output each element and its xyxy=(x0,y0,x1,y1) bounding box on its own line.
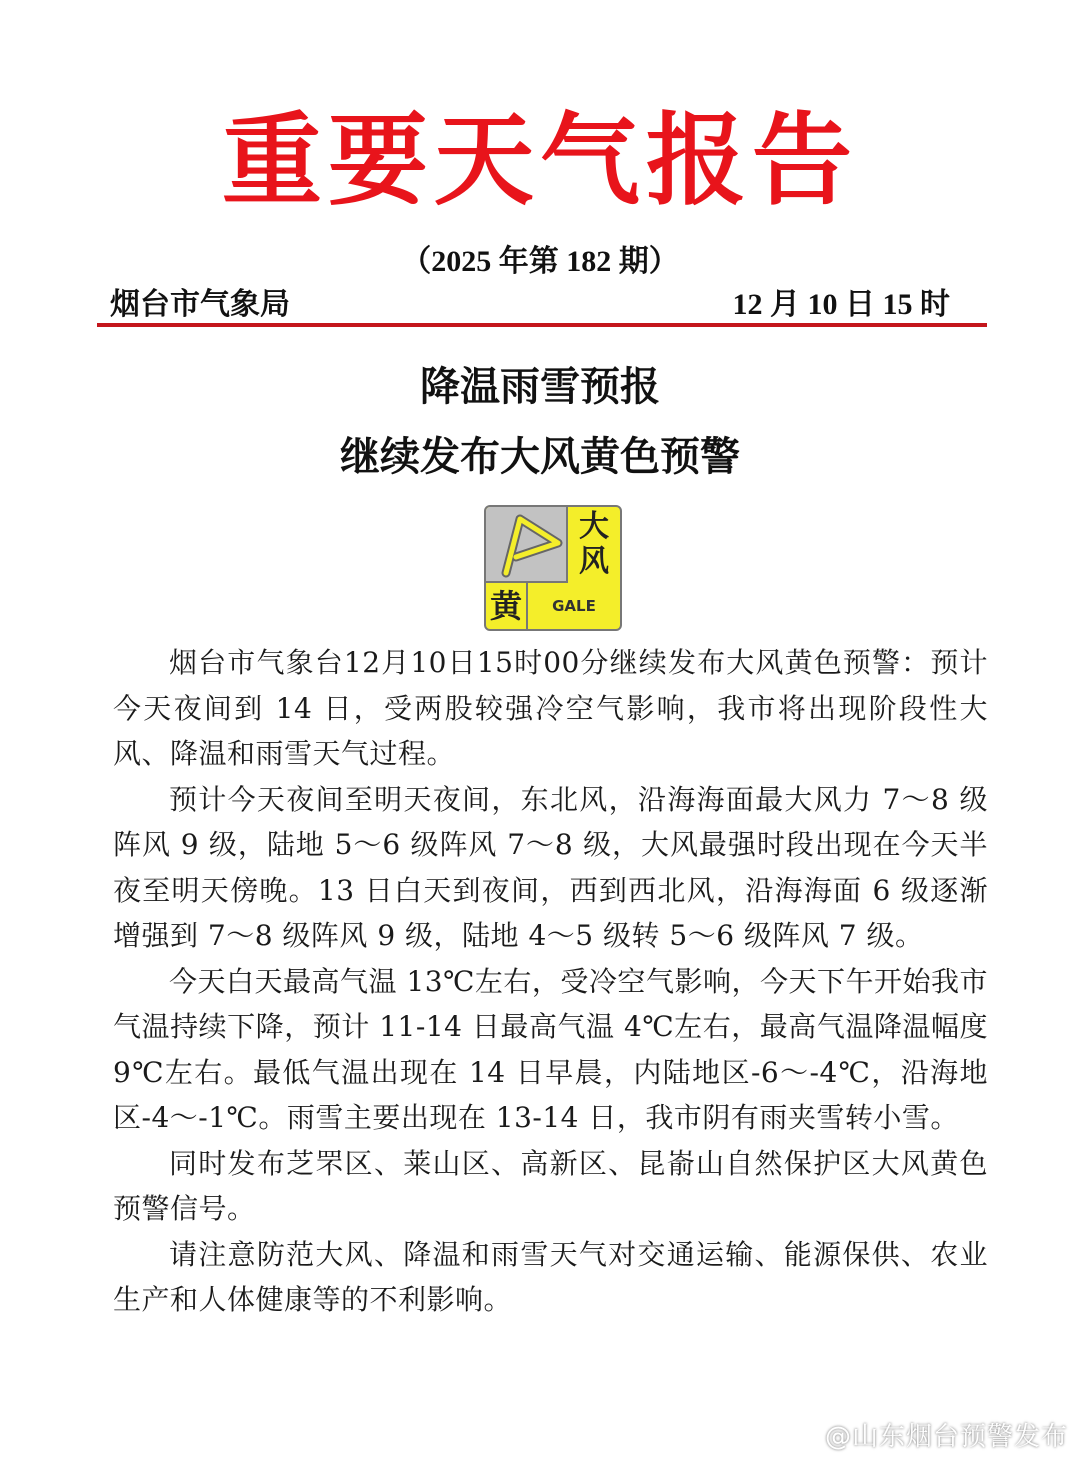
paragraph: 同时发布芝罘区、莱山区、高新区、昆嵛山自然保护区大风黄色预警信号。 xyxy=(113,1146,988,1225)
paragraph: 预计今天夜间至明天夜间，东北风，沿海海面最大风力 7～8 级阵风 9 级，陆地 5～6 级阵风 7～8 级，大风最强时段出现在今天半夜至明天傍晚。13 日白天到夜间，西到西北风，沿海海面 6 级逐渐增强到 7～8 级阵风 9 级，陆地 4～5 级转 5～6 级阵风 7 级。 xyxy=(113,782,988,952)
weibo-watermark: @山东烟台预警发布 xyxy=(824,1422,1068,1452)
issuer: 烟台市气象局 xyxy=(110,288,290,321)
headline-2: 继续发布大风黄色预警 xyxy=(340,434,740,480)
red-divider xyxy=(97,323,987,327)
paragraph: 请注意防范大风、降温和雨雪天气对交通运输、能源保供、农业生产和人体健康等的不利影响。 xyxy=(113,1237,988,1316)
issue-datetime: 12 月 10 日 15 时 xyxy=(732,288,950,321)
paragraph: 烟台市气象台12月10日15时00分继续发布大风黄色预警：预计今天夜间到 14 日，受两股较强冷空气影响，我市将出现阶段性大风、降温和雨雪天气过程。 xyxy=(113,646,988,770)
signal-label-gale-cn: 大风 xyxy=(579,509,609,579)
gale-yellow-warning-icon xyxy=(484,505,622,631)
headline-1: 降温雨雪预报 xyxy=(420,364,660,410)
signal-label-gale-en: GALE xyxy=(552,597,596,615)
report-body xyxy=(113,640,988,1323)
report-title: 重要天气报告 xyxy=(222,101,858,219)
issue-number: （2025 年第 182 期） xyxy=(401,245,679,278)
signal-label-yellow: 黄 xyxy=(486,583,528,629)
wind-flag-icon xyxy=(492,513,564,579)
paragraph: 今天白天最高气温 13℃左右，受冷空气影响，今天下午开始我市气温持续下降，预计 11-14 日最高气温 4℃左右，最高气温降温幅度 9℃左右。最低气温出现在 14 日早晨，内陆地区-6～-4℃，沿海地区-4～-1℃。雨雪主要出现在 13-14 日，我市阴有雨夹雪转小雪。 xyxy=(113,964,988,1134)
meta-row xyxy=(110,285,950,325)
